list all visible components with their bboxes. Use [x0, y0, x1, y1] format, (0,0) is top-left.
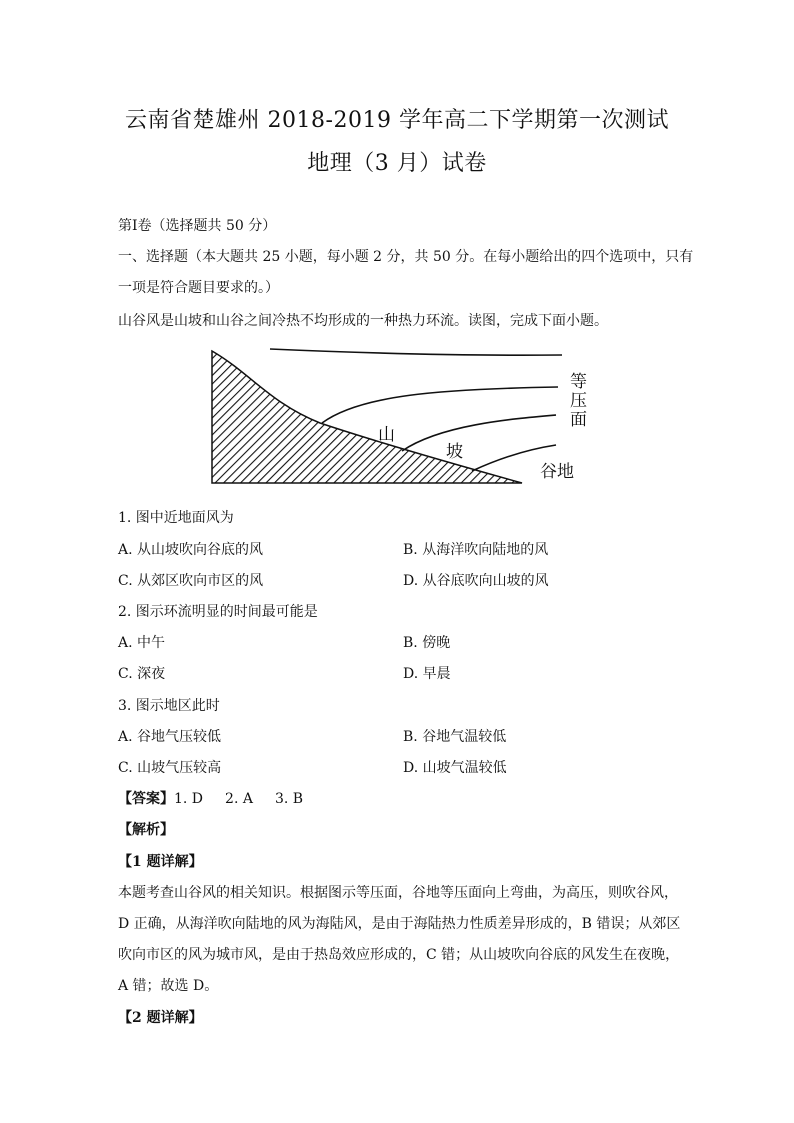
answer-row [118, 789, 325, 809]
instructions-line-2: 一项是符合题目要求的。） [118, 280, 279, 296]
q2-option-a: A. 中午 [118, 635, 166, 651]
label-isobar-3: 面 [570, 410, 587, 430]
label-slope-2: 坡 [446, 442, 463, 462]
question-2-stem: 2. 图示环流明显的时间最可能是 [118, 604, 318, 620]
q1-option-d: D. 从谷底吹向山坡的风 [403, 573, 549, 589]
question-stem-intro: 山谷风是山坡和山谷之间冷热不均形成的一种热力环流。读图，完成下面小题。 [118, 313, 608, 329]
analysis-label: 【解析】 [118, 822, 174, 838]
q3-option-d: D. 山坡气温较低 [403, 760, 507, 776]
volume-label: 第Ⅰ卷（选择题共 50 分） [118, 218, 277, 234]
answer-item-3: 3. B [274, 791, 304, 807]
q3-option-c: C. 山坡气压较高 [118, 760, 222, 776]
document-title-line-1: 云南省楚雄州 2018-2019 学年高二下学期第一次测试 [125, 108, 669, 133]
q1-detail-line-3: 吹向市区的风为城市风，是由于热岛效应形成的，C 错；从山坡吹向谷底的风发生在夜晚， [118, 947, 680, 963]
label-slope-1: 山 [378, 425, 395, 445]
mountain-valley-wind-diagram [210, 343, 600, 491]
instructions-line-1: 一、选择题（本大题共 25 小题，每小题 2 分，共 50 分。在每小题给出的四个选项中，只有 [118, 249, 694, 265]
q1-detail-label: 【1 题详解】 [118, 854, 203, 870]
q2-detail-label: 【2 题详解】 [118, 1010, 203, 1026]
question-1-stem: 1. 图中近地面风为 [118, 510, 234, 526]
label-isobar-2: 压 [570, 391, 587, 411]
label-valley: 谷地 [540, 462, 574, 482]
document-title-line-2: 地理（3 月）试卷 [307, 151, 487, 176]
q1-detail-line-2: D 正确，从海洋吹向陆地的风为海陆风，是由于海陆热力性质差异形成的，B 错误；从郊区 [118, 916, 681, 932]
answer-label: 【答案】 [118, 791, 174, 807]
q1-option-b: B. 从海洋吹向陆地的风 [403, 542, 549, 558]
slope-hatched-terrain [212, 351, 522, 483]
q1-detail-line-1: 本题考查山谷风的相关知识。根据图示等压面，谷地等压面向上弯曲，为高压，则吹谷风， [118, 885, 678, 901]
q3-option-a: A. 谷地气压较低 [118, 729, 222, 745]
q1-option-c: C. 从郊区吹向市区的风 [118, 573, 264, 589]
answer-item-1: 1. D [174, 791, 204, 807]
q3-option-b: B. 谷地气温较低 [403, 729, 507, 745]
q1-detail-line-4: A 错；故选 D。 [118, 978, 219, 994]
question-3-stem: 3. 图示地区此时 [118, 698, 220, 714]
label-isobar-1: 等 [570, 372, 587, 392]
q2-option-d: D. 早晨 [403, 666, 451, 682]
answer-item-2: 2. A [225, 791, 253, 807]
isobar-line-1 [270, 349, 562, 355]
q2-option-c: C. 深夜 [118, 666, 166, 682]
q2-option-b: B. 傍晚 [403, 635, 451, 651]
isobar-line-3 [402, 415, 556, 451]
q1-option-a: A. 从山坡吹向谷底的风 [118, 542, 264, 558]
